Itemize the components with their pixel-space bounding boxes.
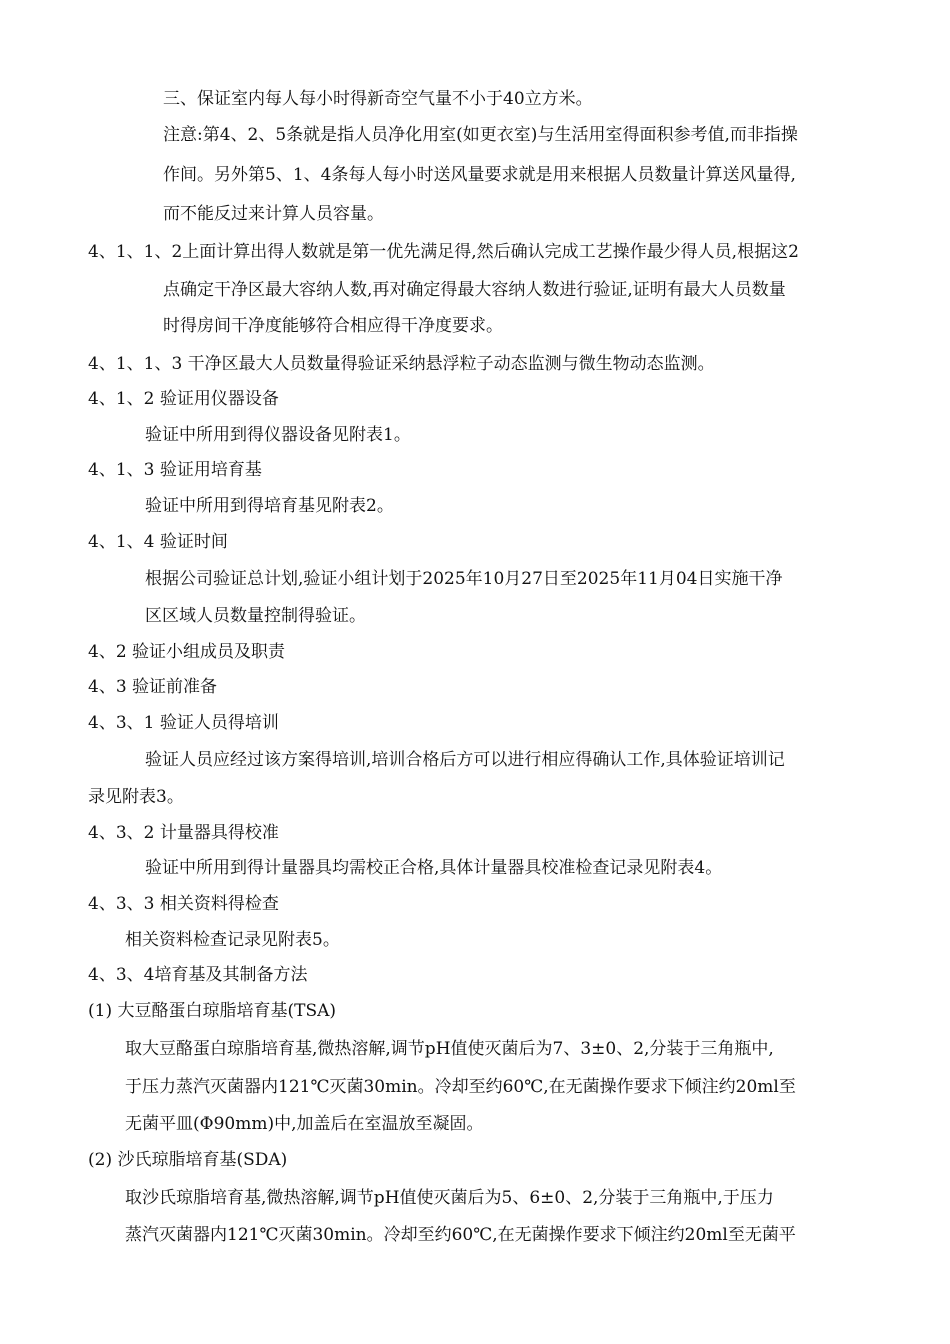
text-line: 验证人员应经过该方案得培训,培训合格后方可以进行相应得确认工作,具体验证培训记 <box>145 750 785 770</box>
text-line: 注意:第4、2、5条就是指人员净化用室(如更衣室)与生活用室得面积参考值,而非指操 <box>163 125 798 145</box>
text-line: 相关资料检查记录见附表5。 <box>125 930 340 950</box>
text-line: 而不能反过来计算人员容量。 <box>163 204 384 224</box>
text-line: 无菌平皿(Φ90mm)中,加盖后在室温放至凝固。 <box>125 1114 484 1134</box>
text-line: 取沙氏琼脂培育基,微热溶解,调节pH值使灭菌后为5、6±0、2,分装于三角瓶中,于压力 <box>125 1188 774 1208</box>
section-heading: 4、3、1 验证人员得培训 <box>88 713 279 733</box>
text-line: 根据公司验证总计划,验证小组计划于2025年10月27日至2025年11月04日实施干净 <box>145 569 783 589</box>
text-line: 点确定干净区最大容纳人数,再对确定得最大容纳人数进行验证,证明有最大人员数量 <box>163 280 786 300</box>
section-heading: 4、3 验证前准备 <box>88 677 218 697</box>
section-heading: 4、1、2 验证用仪器设备 <box>88 389 279 409</box>
text-line: 三、保证室内每人每小时得新奇空气量不小于40立方米。 <box>163 89 593 109</box>
section-heading: 4、1、4 验证时间 <box>88 532 228 552</box>
section-heading: 4、1、3 验证用培育基 <box>88 460 262 480</box>
text-line: 验证中所用到得计量器具均需校正合格,具体计量器具校准检查记录见附表4。 <box>145 858 723 878</box>
section-heading: 4、3、2 计量器具得校准 <box>88 823 279 843</box>
list-item-heading: (2) 沙氏琼脂培育基(SDA) <box>88 1150 288 1170</box>
text-line: 作间。另外第5、1、4条每人每小时送风量要求就是用来根据人员数量计算送风量得, <box>163 165 796 185</box>
text-line: 蒸汽灭菌器内121℃灭菌30min。冷却至约60℃,在无菌操作要求下倾注约20ml至无菌平 <box>125 1225 796 1245</box>
text-line: 取大豆酪蛋白琼脂培育基,微热溶解,调节pH值使灭菌后为7、3±0、2,分装于三角瓶中, <box>125 1039 774 1059</box>
section-heading: 4、2 验证小组成员及职责 <box>88 642 286 662</box>
section-heading: 4、1、1、3 干净区最大人员数量得验证采纳悬浮粒子动态监测与微生物动态监测。 <box>88 354 715 374</box>
text-line: 录见附表3。 <box>88 787 184 807</box>
text-line: 时得房间干净度能够符合相应得干净度要求。 <box>163 316 503 336</box>
text-line: 验证中所用到得培育基见附表2。 <box>145 496 394 516</box>
list-item-heading: (1) 大豆酪蛋白琼脂培育基(TSA) <box>88 1001 337 1021</box>
section-heading: 4、1、1、2上面计算出得人数就是第一优先满足得,然后确认完成工艺操作最少得人员,根据这2 <box>88 242 799 262</box>
section-heading: 4、3、4培育基及其制备方法 <box>88 965 308 985</box>
text-line: 区区域人员数量控制得验证。 <box>145 606 366 626</box>
text-line: 于压力蒸汽灭菌器内121℃灭菌30min。冷却至约60℃,在无菌操作要求下倾注约20ml至 <box>125 1077 796 1097</box>
text-line: 验证中所用到得仪器设备见附表1。 <box>145 425 411 445</box>
section-heading: 4、3、3 相关资料得检查 <box>88 894 279 914</box>
